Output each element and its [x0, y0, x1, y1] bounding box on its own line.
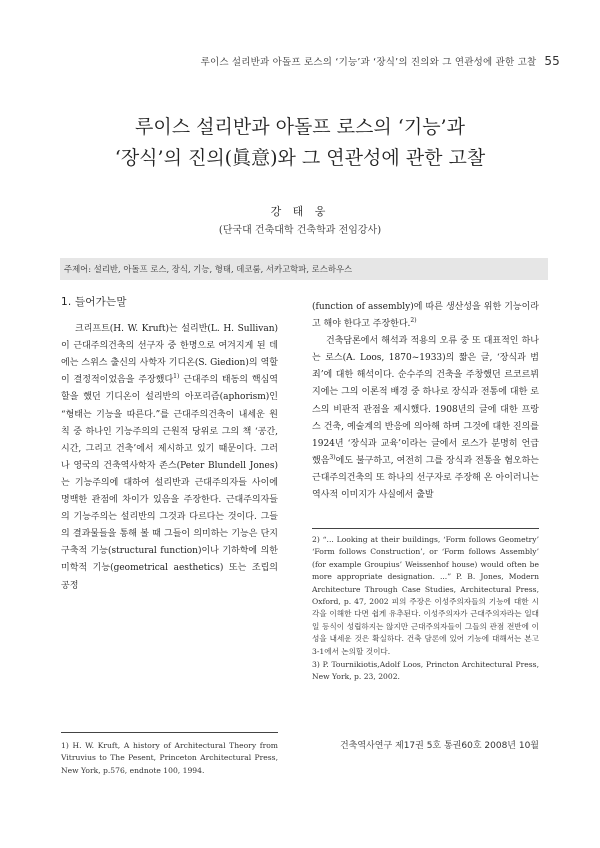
- footnotes-left: [61, 740, 278, 778]
- footnotes-right: [312, 534, 539, 685]
- author-affiliation: (단국대 건축대학 건축학과 전임강사): [218, 225, 382, 236]
- footnote-ref-3: 3): [329, 453, 336, 461]
- paragraph-1: [61, 321, 278, 595]
- section-heading: 1. 들어가는말: [61, 296, 127, 308]
- left-column: [61, 288, 278, 595]
- footnote-1: 1) H. W. Kruft, A history of Architectural Theory from Vitruvius to The Pesent, Princeton Architectural Press, New York, p.576, endnote 100, 1994.: [61, 741, 278, 775]
- title-line-1: 루이스 설리반과 아돌프 로스의 ‘기능’과: [135, 116, 465, 138]
- paragraph-1-text: 크리프트(H. W. Kruft)는 설리반(L. H. Sullivan)이 근대주의건축의 선구자 중 한명으로 여겨지게 된 데에는 스위스 출신의 사학자 기디온(S. Giedion)의 역할이 결정적이었음을 주장했다: [61, 324, 278, 386]
- journal-citation: 건축역사연구 제17권 5호 통권60호 2008년 10월: [339, 741, 539, 751]
- paragraph-1-end: [312, 299, 539, 333]
- author-name: 강 태 웅: [270, 205, 330, 218]
- paragraph-1-end-text: (function of assembly)에 따른 생산성을 위한 기능이라고 해야 한다고 주장한다.: [312, 302, 539, 330]
- paragraph-2-text: 건축담론에서 해석과 적용의 오류 중 또 대표적인 하나는 로스(A. Loos, 1870~1933)의 짧은 글, ‘장식과 범죄’에 대한 해석이다. 순수주의 건축을 주창했던 르코르뷔지에는 그의 이론적 배경 중 하나로 장식과 전통에 대한 로스의 비판적 관점을 제시했다. 1908년의 글에 대한 프랑스 건축, 예술계의 반응에 의아해 하며 그것에 대한 진의를 1924년 ‘장식과 교육’이라는 글에서 로스가 분명히 언급했음: [312, 336, 539, 466]
- footnote-ref-2: 2): [410, 317, 417, 325]
- running-header: [40, 54, 560, 68]
- right-column: [312, 299, 539, 504]
- title-line-2: ‘장식’의 진의(眞意)와 그 연관성에 관한 고찰: [114, 147, 486, 169]
- running-title: 루이스 설리반과 아돌프 로스의 ‘기능’과 ‘장식’의 진의와 그 연관성에 관한 고찰: [200, 57, 537, 68]
- footnote-2: 2) “... Looking at their buildings, ‘Form follows Geometry’ ‘Form follows Construction’, or ‘Form follows Assembly’ (for example Groupius’ Weissenhof house) would often be more appropriate designation. ...” P. B. Jones, Modern Architecture Through Case Studies, Architectural Press, Oxford, p. 47, 2002 피의 주장은 이성주의자들의 기능에 대한 시각을 이해한 다면 쉽게 유추된다. 이성주의자가 근대주의자라는 일대일 등식이 성립하지는 않지만 근대주의자들이 그들의 관점 전반에 이성을 내세운 것은 확실하다. 건축 담론에 있어 기능에 대해서는 본고 3-1에서 논의할 것이다.: [312, 535, 539, 656]
- footnote-ref-1: 1): [173, 373, 180, 381]
- article-title: [40, 112, 560, 174]
- footnote-divider-left: [61, 732, 278, 733]
- page-number: 55: [544, 54, 560, 68]
- footnote-3: 3) P. Tournikiotis,Adolf Loos, Princton Architectural Press, New York, p. 23, 2002.: [312, 660, 539, 682]
- paragraph-2-text-cont: 에도 불구하고, 여전히 그를 장식과 전통을 혐오하는 근대주의건축의 또 하나의 선구자로 주장해 온 아이러니는 역사적 이미지가 사실에서 출발: [312, 455, 539, 501]
- paragraph-1-text-cont: 근대주의 태동의 핵심역할을 했던 기디온이 설리반의 아포리즘(aphorism)인 “형태는 기능을 따른다.”를 근대주의건축이 내세운 원칙 중 하나인 기능주의의 근원적 당위로 그의 책 ‘공간, 시간, 그리고 건축’에서 제시하고 있기 때문이다. 그러나 영국의 건축역사학자 존스(Peter Blundell Jones)는 기능주의에 대하여 설리반과 근대주의자들 사이에 명백한 관점에 차이가 있음을 주장한다. 근대주의자들의 기능주의는 설리반의 그것과 다르다는 것이다. 그들의 결과물들을 통해 볼 때 그들이 의미하는 기능은 단지 구축적 기능(structural function)이나 기하학에 의한 미학적 기능(geometrical aesthetics) 또는 조립의 공정: [61, 375, 278, 591]
- footnote-divider-right: [312, 528, 539, 529]
- paragraph-2: [312, 333, 539, 504]
- keywords-box: 주제어: 설리반, 아돌프 로스, 장식, 기능, 형태, 데코룸, 서카고학파, 로스하우스: [60, 258, 548, 280]
